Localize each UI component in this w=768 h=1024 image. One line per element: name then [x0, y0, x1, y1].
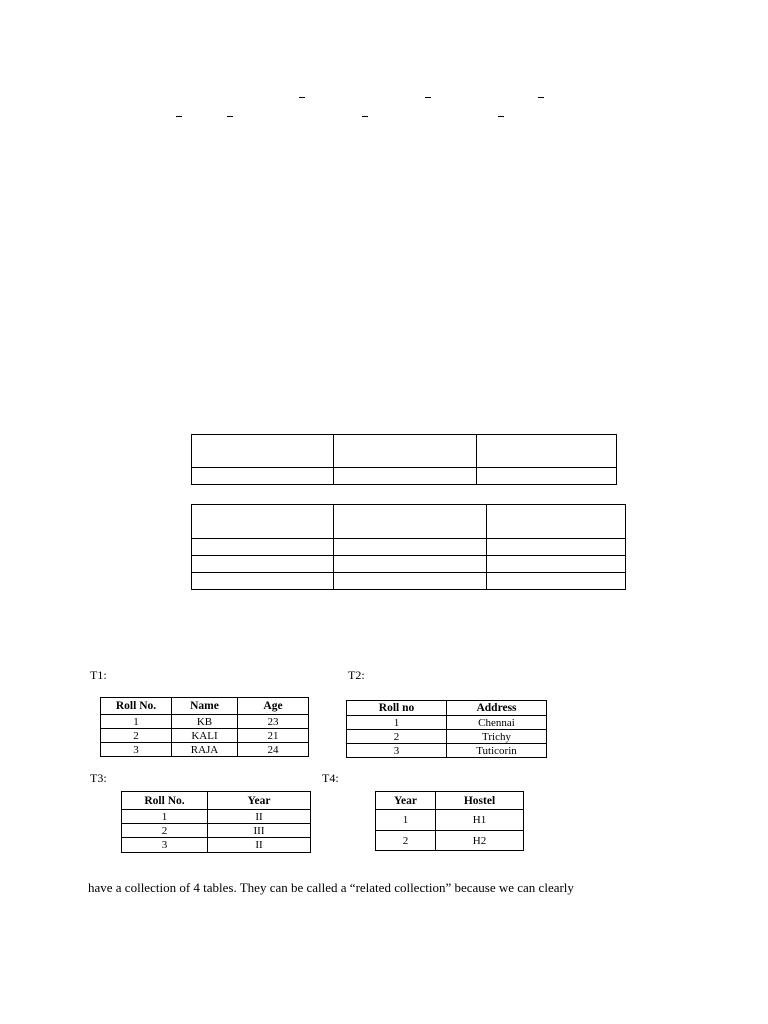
table-cell: KALI	[172, 729, 238, 743]
table-row	[347, 744, 547, 758]
column-header: Year	[208, 792, 311, 810]
table-header-row	[376, 792, 524, 810]
table-cell: 3	[122, 838, 208, 853]
t3-table	[121, 791, 311, 853]
body-paragraph: have a collection of 4 tables. They can be called a “related collection” because we can clearly	[88, 880, 574, 895]
dash-mark	[362, 116, 368, 117]
table-row	[122, 838, 311, 853]
dash-mark	[299, 97, 305, 98]
table-row	[347, 730, 547, 744]
table-cell: 2	[376, 831, 436, 851]
t3-label: T3:	[90, 771, 107, 785]
t4-label: T4:	[322, 771, 339, 785]
column-header: Roll no	[347, 701, 447, 716]
dash-mark	[425, 97, 431, 98]
table-cell: Trichy	[447, 730, 547, 744]
column-header: Roll No.	[122, 792, 208, 810]
t1-label: T1:	[90, 668, 107, 682]
dash-mark	[176, 116, 182, 117]
table-row	[122, 824, 311, 838]
table-cell: 2	[122, 824, 208, 838]
t2-table	[346, 700, 547, 758]
table-cell: 24	[238, 743, 309, 757]
table-cell: 1	[122, 810, 208, 824]
table-cell: 1	[376, 810, 436, 831]
table-row	[376, 831, 524, 851]
table-cell: 3	[101, 743, 172, 757]
empty-table-b	[191, 504, 626, 590]
table-cell: 2	[347, 730, 447, 744]
table-header-row	[347, 701, 547, 716]
table-cell: 1	[101, 715, 172, 729]
table-cell: RAJA	[172, 743, 238, 757]
table-cell: II	[208, 810, 311, 824]
column-header: Name	[172, 698, 238, 715]
table-cell: II	[208, 838, 311, 853]
table-row	[347, 716, 547, 730]
table-header-row	[122, 792, 311, 810]
table-cell: III	[208, 824, 311, 838]
dash-mark	[538, 97, 544, 98]
t4-table	[375, 791, 524, 851]
table-cell: 1	[347, 716, 447, 730]
column-header: Age	[238, 698, 309, 715]
column-header: Hostel	[436, 792, 524, 810]
table-cell: H1	[436, 810, 524, 831]
column-header: Address	[447, 701, 547, 716]
table-cell: 2	[101, 729, 172, 743]
column-header: Year	[376, 792, 436, 810]
table-row	[376, 810, 524, 831]
dash-mark	[498, 116, 504, 117]
t1-table	[100, 697, 309, 757]
table-cell: KB	[172, 715, 238, 729]
table-cell: Tuticorin	[447, 744, 547, 758]
table-header-row	[101, 698, 309, 715]
table-row	[101, 715, 309, 729]
table-cell: 21	[238, 729, 309, 743]
table-cell: Chennai	[447, 716, 547, 730]
table-row	[122, 810, 311, 824]
column-header: Roll No.	[101, 698, 172, 715]
table-row	[101, 743, 309, 757]
empty-table-a	[191, 434, 617, 485]
table-row	[101, 729, 309, 743]
table-cell: 3	[347, 744, 447, 758]
t2-label: T2:	[348, 668, 365, 682]
table-cell: H2	[436, 831, 524, 851]
dash-mark	[227, 116, 233, 117]
table-cell: 23	[238, 715, 309, 729]
